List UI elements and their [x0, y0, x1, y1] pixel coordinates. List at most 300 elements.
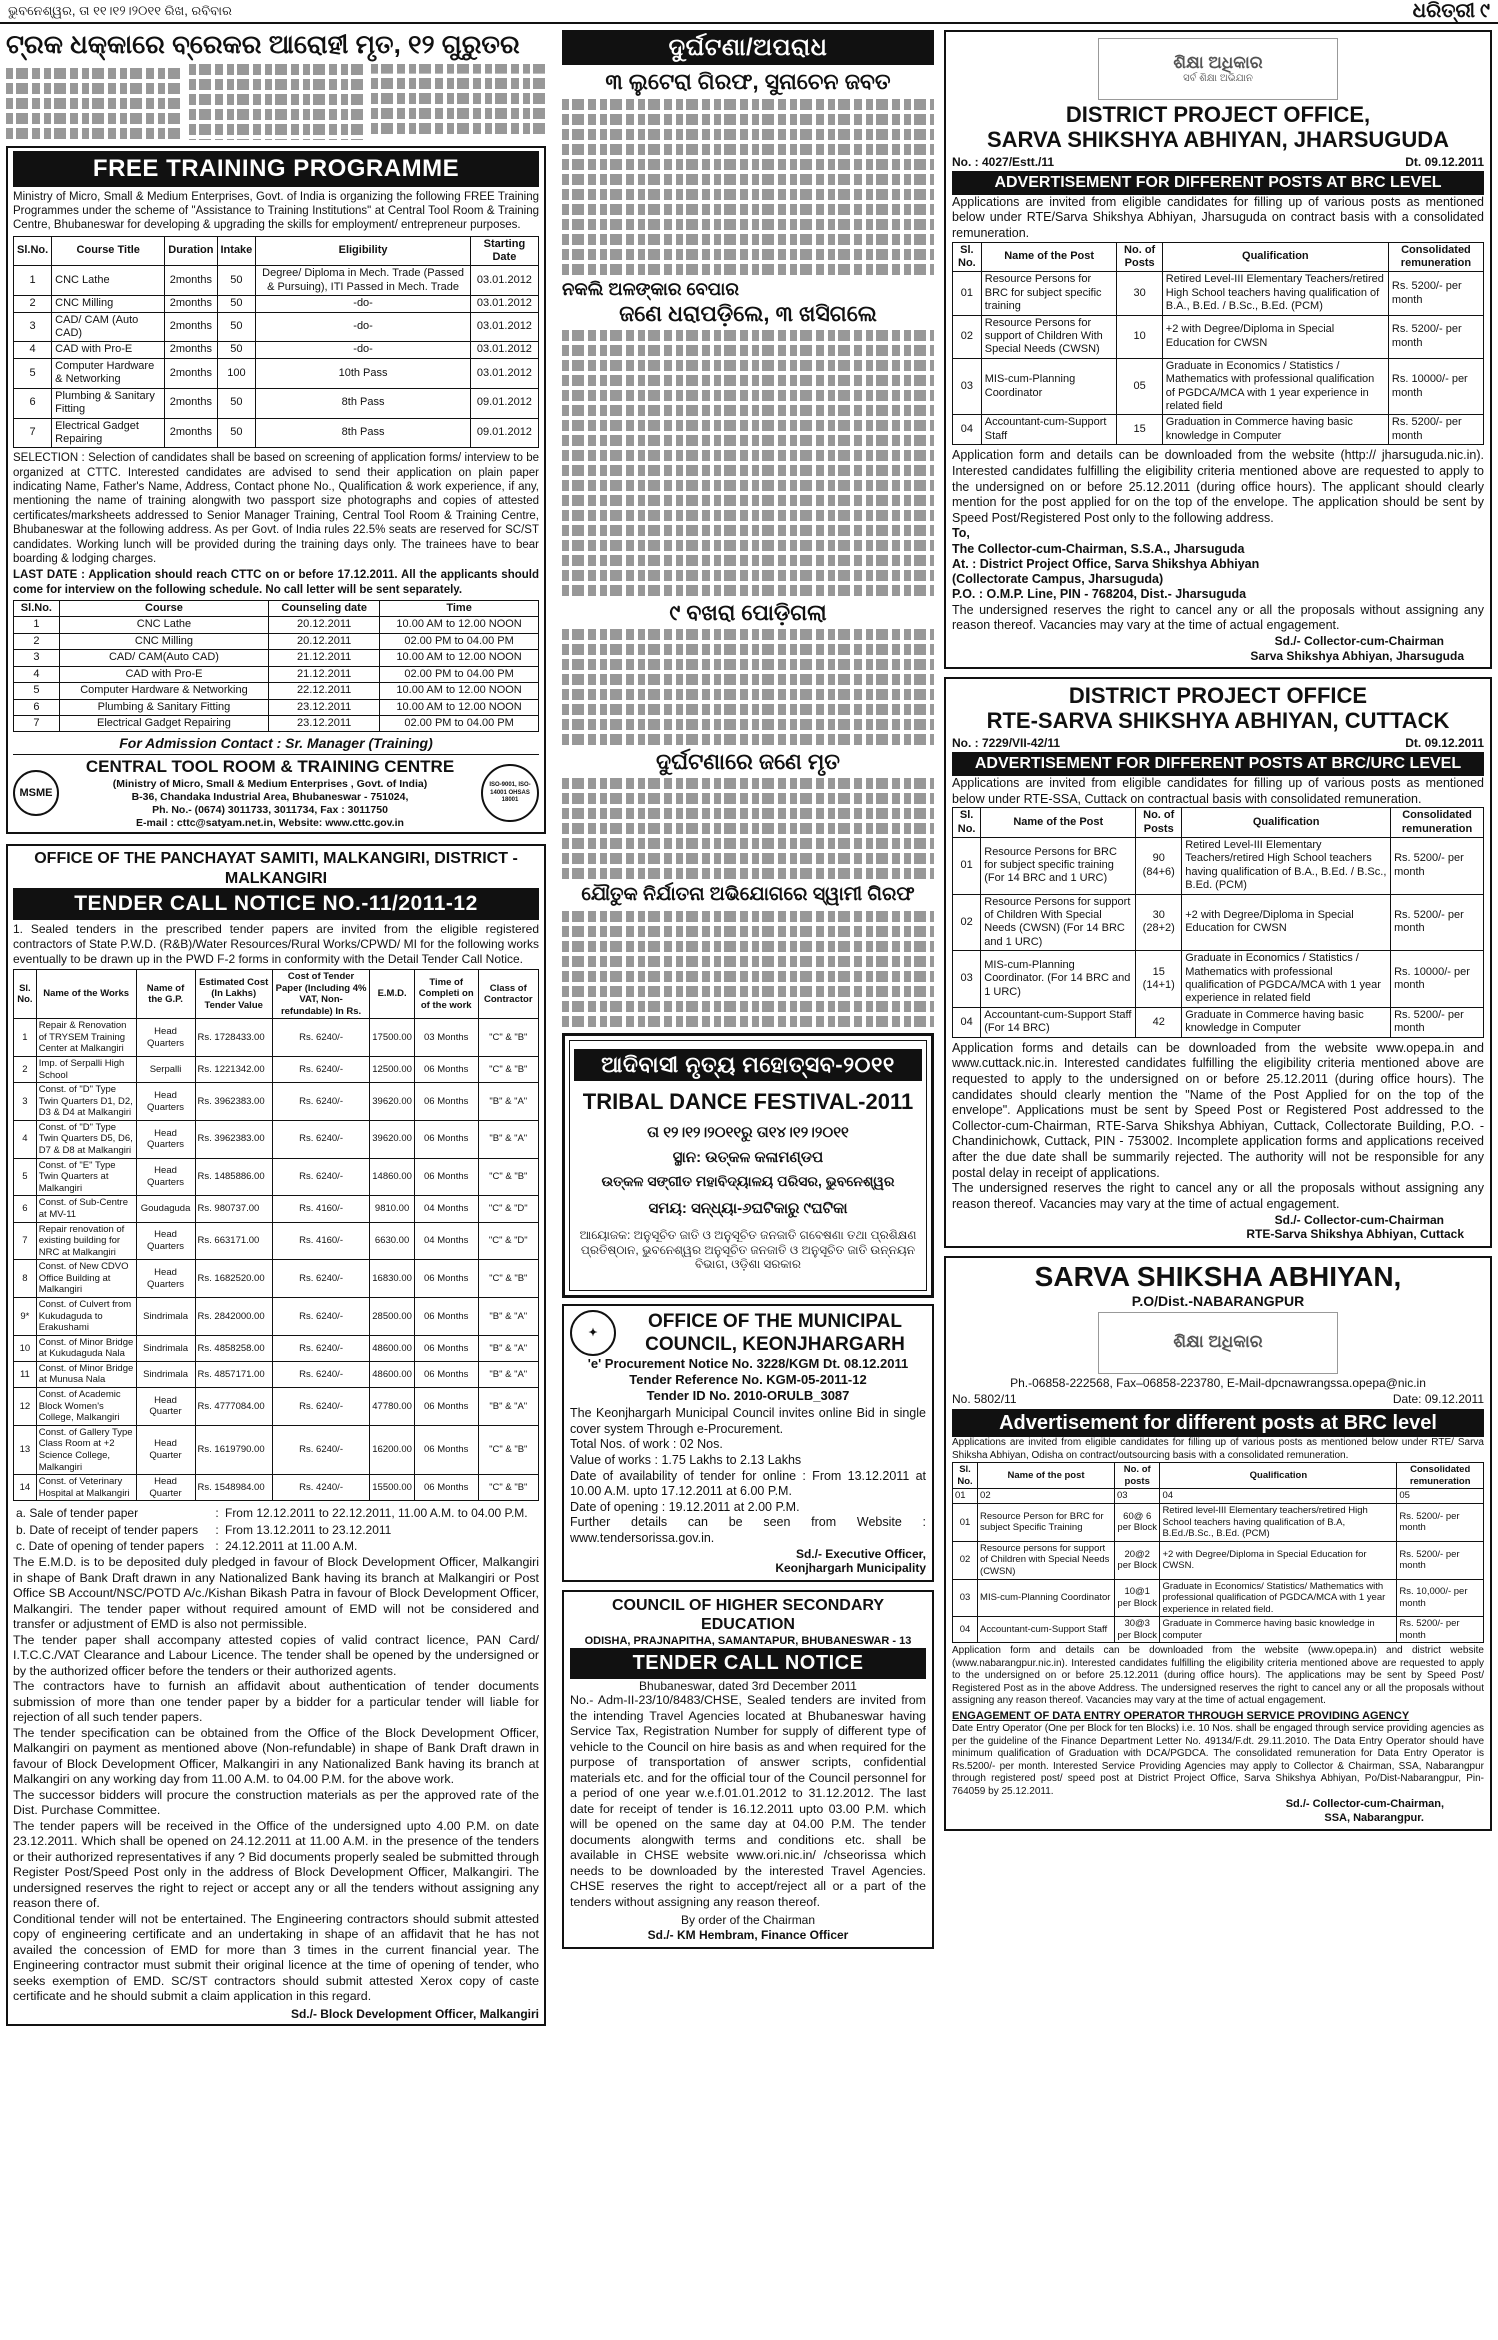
chse-title: COUNCIL OF HIGHER SECONDARY EDUCATION	[611, 1596, 884, 1634]
table-cell: Rs. 4777084.00	[195, 1388, 272, 1426]
tender-terms	[13, 1555, 539, 2005]
table-header: Consolidated remuneration	[1397, 1463, 1484, 1489]
story3-headline: ୯ ବଖରା ପୋଡ଼ିଗଲା	[669, 599, 827, 625]
table-row	[953, 1617, 1484, 1643]
table-cell: 50	[217, 388, 256, 418]
jharsuguda-address	[952, 542, 1484, 603]
table-cell: Const. of New CDVO Office Building at Malkangiri	[36, 1260, 136, 1298]
table-cell: Graduate in Commerce having basic knowledge in computer	[1160, 1617, 1397, 1643]
story3-body	[562, 629, 934, 745]
table-cell: 2	[14, 296, 52, 312]
table-cell: -do-	[256, 296, 471, 312]
story4-body	[562, 778, 934, 879]
table-cell: Rs. 6240/-	[272, 1057, 369, 1083]
table-cell: 10.00 AM to 12.00 NOON	[380, 683, 539, 699]
jharsuguda-no: No. : 4027/Estt./11	[952, 154, 1055, 169]
table-cell: Rs. 3962383.00	[195, 1120, 272, 1158]
story-accident	[562, 749, 934, 879]
cttc-addr: B-36, Chandaka Industrial Area, Bhubaneswar - 751024,	[131, 790, 409, 803]
table-cell: Graduate in Economics / Statistics / Mathematics with professional qualification of PGDCA/MCA with 1 year experience in related field	[1182, 951, 1391, 1008]
tender-paragraph: The tender specification can be obtained from the Office of the Block Development Officer, Malkangiri on payment as mentioned above (Non-refundable) in shape of Bank Draft drawn in favour of Block Development Officer, Malkangiri in any Nationalized Bank having its branch at Malkangiri on any working day from 11.00 A.M. to 04.00 P.M. for the above work.	[13, 1725, 539, 1787]
table-header: Name of the Post	[981, 808, 1136, 838]
table-cell: 15	[1117, 415, 1162, 445]
table-cell: Rs. 5200/- per month	[1388, 315, 1483, 358]
table-cell: 22.12.2011	[269, 683, 380, 699]
table-cell: Const. of Minor Bridge at Kukudaguda Nala	[36, 1335, 136, 1361]
table-row	[14, 1120, 539, 1158]
nabarangpur-no: No. 5802/11	[952, 1392, 1017, 1407]
table-cell: 05	[1117, 358, 1162, 415]
table-cell: Graduation in Commerce having basic knowledge in Computer	[1162, 415, 1388, 445]
keonjhar-item: Date of opening : 19.12.2011 at 2.00 P.M.	[570, 1499, 800, 1514]
table-row	[14, 715, 539, 731]
table-cell: Graduate in Economics / Statistics / Mathematics with professional qualification of PGDCA/MCA with 1 year experience in related field	[1162, 358, 1388, 415]
table-cell: "B" & "A"	[478, 1120, 538, 1158]
table-cell: 03 Months	[414, 1019, 478, 1057]
table-cell: 4	[14, 1120, 37, 1158]
table-cell: Resource Person for BRC for subject Specific Training	[978, 1504, 1115, 1542]
section-head: ଦୁର୍ଘଟଣା/ଅପରାଧ	[562, 30, 934, 65]
table-cell: Resource Persons for BRC for subject specific training (For 14 BRC and 1 URC)	[981, 837, 1136, 894]
keonjhar-items	[570, 1437, 926, 1546]
tender-paragraph: The tender paper shall accompany attested copies of valid contract licence, PAN Card/ I.T.C.C./VAT Clearance and Labour Licence. The tender shall be opened by the undersigned or by the authorized officer before the tenders or their authorized agents.	[13, 1632, 539, 1678]
table-cell: Plumbing & Sanitary Fitting	[59, 699, 268, 715]
table-cell: 03.01.2012	[470, 266, 538, 296]
table-cell: Rs. 5200/- per month	[1397, 1617, 1484, 1643]
table-row	[14, 633, 539, 649]
tender-dates	[13, 1505, 539, 1555]
table-cell: 10.00 AM to 12.00 NOON	[380, 650, 539, 666]
nabarangpur-subhead: ENGAGEMENT OF DATA ENTRY OPERATOR THROUGH SERVICE PROVIDING AGENCY	[952, 1709, 1410, 1722]
tender-date-cell: :	[215, 1522, 219, 1537]
column-number: 04	[1160, 1489, 1397, 1504]
table-cell: 02	[953, 1541, 978, 1579]
table-row	[14, 312, 539, 342]
table-cell: CAD with Pro-E	[52, 342, 165, 358]
table-cell: 2	[14, 633, 60, 649]
tender-date-cell: a. Sale of tender paper	[16, 1506, 139, 1521]
table-cell: 06 Months	[414, 1475, 478, 1501]
table-header: Name of the G.P.	[136, 969, 195, 1018]
table-header: Sl. No.	[14, 969, 37, 1018]
table-cell: 03.01.2012	[470, 358, 538, 388]
table-cell: Electrical Gadget Repairing	[52, 418, 165, 448]
table-row	[953, 272, 1484, 315]
table-cell: 8th Pass	[256, 418, 471, 448]
table-row	[14, 358, 539, 388]
table-header: Name of the Post	[981, 242, 1117, 272]
table-cell: 100	[217, 358, 256, 388]
festival-time: ସମୟ: ସନ୍ଧ୍ୟା-୬ଘଟିକାରୁ ୯ଘଟିକା	[648, 1199, 848, 1217]
table-header: Name of the Works	[36, 969, 136, 1018]
story-looters	[562, 69, 934, 274]
table-cell: 30@3 per Block	[1115, 1617, 1160, 1643]
table-header: Course	[59, 601, 268, 617]
table-cell: 20.12.2011	[269, 633, 380, 649]
cuttack-sig1: Sd./- Collector-cum-Chairman	[1274, 1212, 1444, 1227]
chse-signature: Sd./- KM Hembram, Finance Officer	[647, 1927, 849, 1942]
festival-organiser: ଆୟୋଜକ: ଅନୁସୂଚିତ ଜାତି ଓ ଅନୁସୂଚିତ ଜନଜାତି ଗବେଷଣା ତଥା ପ୍ରଶିକ୍ଷଣ ପ୍ରତିଷ୍ଠାନ, ଭୁବନେଶ୍ୱର ଅନୁସୂଚିତ ଜନଜାତି ଓ ଅନୁସୂଚିତ ଜାତି ଉନ୍ନୟନ ବିଭାଗ, ଓଡ଼ିଶା ସରକାର	[579, 1228, 917, 1272]
table-cell: 12500.00	[370, 1057, 415, 1083]
story2-headline: ଜଣେ ଧରାପଡ଼ିଲେ, ୩ ଖସିଗଲେ	[619, 300, 877, 326]
table-cell: "B" & "A"	[478, 1361, 538, 1387]
table-cell: Rs. 1682520.00	[195, 1260, 272, 1298]
festival-odia-title: ଆଦିବାସୀ ନୃତ୍ୟ ମହୋତ୍ସବ-୨୦୧୧	[574, 1049, 922, 1082]
table-cell: Repair renovation of existing building for NRC at Malkangiri	[36, 1222, 136, 1260]
table-cell: 8	[14, 1260, 37, 1298]
table-cell: 1	[14, 266, 52, 296]
jharsuguda-posts-table	[952, 242, 1484, 446]
table-cell: Resource Persons for support of Children With Special Needs (CWSN) (For 14 BRC and 1 URC)	[981, 894, 1136, 951]
table-cell: 20.12.2011	[269, 617, 380, 633]
table-header: Consolidated remuneration	[1388, 242, 1483, 272]
table-cell: 10th Pass	[256, 358, 471, 388]
jharsuguda-to: To,	[952, 526, 970, 541]
table-cell: "C" & "B"	[478, 1260, 538, 1298]
table-cell: 48600.00	[370, 1361, 415, 1387]
cuttack-posts-table	[952, 807, 1484, 1038]
table-cell: Head Quarter	[136, 1425, 195, 1474]
tender-signature: Sd./- Block Development Officer, Malkangiri	[290, 2006, 539, 2021]
festival-dates: ତା ୧୨।୧୨।୨୦୧୧ରୁ ତା୧୪।୧୨।୨୦୧୧	[647, 1124, 849, 1142]
table-cell: Head Quarters	[136, 1222, 195, 1260]
training-contact: For Admission Contact : Sr. Manager (Training)	[119, 735, 433, 752]
table-cell: Rs. 6240/-	[272, 1388, 369, 1426]
table-cell: Rs. 1728433.00	[195, 1019, 272, 1057]
table-row	[14, 296, 539, 312]
table-cell: 23.12.2011	[269, 699, 380, 715]
table-cell: Head Quarters	[136, 1158, 195, 1196]
story2-kicker: ନକଲି ଅଳଙ୍କାର ବେପାର	[562, 278, 740, 299]
table-cell: 6630.00	[370, 1222, 415, 1260]
table-row	[14, 1196, 539, 1222]
table-cell: 06 Months	[414, 1297, 478, 1335]
table-cell: Head Quarter	[136, 1388, 195, 1426]
training-last-date: LAST DATE : Application should reach CTTC on or before 17.12.2011. All the applicants should come for interview on the following schedule. No call letter will be sent separately.	[13, 569, 539, 596]
story5-headline: ଯୌତୁକ ନିର୍ଯାତନା ଅଭିଯୋଗରେ ସ୍ୱାମୀ ଗିରଫ	[581, 884, 915, 906]
table-cell: Degree/ Diploma in Mech. Trade (Passed & Pursuing), ITI Passed in Mech. Trade	[256, 266, 471, 296]
table-cell: 04	[953, 1007, 981, 1037]
chse-sub: ODISHA, PRAJNAPITHA, SAMANTAPUR, BHUBANESWAR - 13	[584, 1634, 912, 1647]
table-header: Eligibility	[256, 236, 471, 266]
tender-date-cell: From 12.12.2011 to 22.12.2011, 11.00 A.M. to 04.00 P.M.	[224, 1506, 528, 1521]
table-row	[14, 1475, 539, 1501]
table-cell: 42	[1136, 1007, 1182, 1037]
table-cell: Const. of Academic Block Women's College, Malkangiri	[36, 1388, 136, 1426]
story4-headline: ଦୁର୍ଘଟଣାରେ ଜଣେ ମୃତ	[655, 749, 840, 775]
tender-date-cell: c. Date of opening of tender papers	[16, 1539, 205, 1554]
table-cell: CNC Lathe	[52, 266, 165, 296]
table-cell: 50	[217, 296, 256, 312]
table-cell: Resource Persons for support of Children With Special Needs (CWSN)	[981, 315, 1117, 358]
table-cell: "C" & "D"	[478, 1222, 538, 1260]
table-cell: 06 Months	[414, 1083, 478, 1121]
table-cell: 6	[14, 1196, 37, 1222]
table-cell: Rs. 3962383.00	[195, 1083, 272, 1121]
table-cell: 2months	[165, 266, 217, 296]
table-cell: +2 with Degree/Diploma in Special Education for CWSN.	[1160, 1541, 1397, 1579]
table-cell: Retired Level-III Elementary Teachers/retired High School teachers having qualification of B.A., B.Ed. / B.Sc., B.Ed. (PCM)	[1182, 837, 1391, 894]
festival-venue: ସ୍ଥାନ: ଉତ୍କଳ କଳାମଣ୍ଡପ	[672, 1148, 824, 1166]
table-cell: 06 Months	[414, 1361, 478, 1387]
table-header: Counseling date	[269, 601, 380, 617]
jharsuguda-title2: SARVA SHIKSHYA ABHIYAN, JHARSUGUDA	[986, 127, 1450, 153]
table-cell: Rs. 6240/-	[272, 1083, 369, 1121]
column-middle	[562, 30, 934, 1957]
cuttack-reserve: The undersigned reserves the right to cancel any or all the proposals without assigning any reason thereof. Vacancies may vary at the time of actual engagement.	[952, 1181, 1484, 1211]
table-cell: Sindrimala	[136, 1335, 195, 1361]
jharsuguda-date: Dt. 09.12.2011	[1405, 154, 1484, 169]
table-header: Time of Completi on of the work	[414, 969, 478, 1018]
table-row	[953, 837, 1484, 894]
keonjhar-body: The Keonjhargarh Municipal Council invites online Bid in single cover system Through e-Procurement.	[570, 1406, 926, 1436]
free-training-ad	[6, 146, 546, 834]
table-cell: Goudaguda	[136, 1196, 195, 1222]
table-cell: 10.00 AM to 12.00 NOON	[380, 617, 539, 633]
table-cell: Head Quarter	[136, 1475, 195, 1501]
table-cell: 9810.00	[370, 1196, 415, 1222]
nabarangpur-posts-table	[952, 1462, 1484, 1643]
table-cell: 90 (84+6)	[1136, 837, 1182, 894]
table-cell: 20@2 per Block	[1115, 1541, 1160, 1579]
table-cell: 2months	[165, 342, 217, 358]
table-row	[14, 617, 539, 633]
table-cell: MIS-cum-Planning Coordinator. (For 14 BRC and 1 URC)	[981, 951, 1136, 1008]
table-cell: 10	[1117, 315, 1162, 358]
cuttack-bar: ADVERTISEMENT FOR DIFFERENT POSTS AT BRC/URC LEVEL	[952, 752, 1484, 776]
table-cell: "C" & "B"	[478, 1057, 538, 1083]
table-cell: 39620.00	[370, 1120, 415, 1158]
msme-logo: MSME	[13, 770, 59, 816]
table-cell: Rs. 6240/-	[272, 1158, 369, 1196]
table-header: Time	[380, 601, 539, 617]
cuttack-sig2: RTE-Sarva Shikshya Abhiyan, Cuttack	[1246, 1227, 1464, 1242]
story1-headline: ୩ ଲୁଟେରା ଗିରଫ, ସୁନାଚେନ ଜବତ	[605, 69, 891, 95]
malkangiri-tender	[6, 844, 546, 2026]
cuttack-body: Application forms and details can be downloaded from the website www.opepa.in and www.cuttack.nic.in. Interested candidates fulfilling the eligibility criteria mentioned above are requested to apply to the undersigned on or before 25.12.2011 (during office hours). The candidates should clearly mention the "Name of the Post Applied for on the top of the envelope". Applications must be sent by Speed Post or Registered Post addressed to the Collector-cum-Chairman, RTE-Sarva Shikshya Abhiyan, Cuttack, Collectorate Building, P.O. - Chandinichowk, Cuttack, PIN - 753002. Incomplete application forms and applications received after the due date shall be summarily rejected. The authority will not be responsible for any postal delay in receipt of applications.	[952, 1040, 1484, 1180]
table-cell: 2months	[165, 388, 217, 418]
table-cell: 6	[14, 388, 52, 418]
cuttack-intro: Applications are invited from eligible candidates for filling up of various posts as mentioned below under RTE-SSA, Cuttack on contractual basis with consolidated remuneration.	[952, 775, 1484, 806]
table-header: No. of posts	[1115, 1463, 1160, 1489]
table-row	[14, 418, 539, 448]
table-cell: Accountant-cum-Support Staff	[981, 415, 1117, 445]
cttc-name: CENTRAL TOOL ROOM & TRAINING CENTRE	[85, 757, 455, 777]
table-cell: 1	[14, 617, 60, 633]
table-cell: 2	[14, 1057, 37, 1083]
table-cell: Retired level-III Elementary teachers/retired High School teachers having qualification of B.A, B.Ed./B.Sc., B.Ed. (PCM)	[1160, 1504, 1397, 1542]
story1-body	[562, 99, 934, 275]
tender-office: OFFICE OF THE PANCHAYAT SAMITI, MALKANGIRI, DISTRICT - MALKANGIRI	[34, 850, 518, 887]
table-cell: 50	[217, 266, 256, 296]
table-row	[14, 1057, 539, 1083]
table-cell: Graduate in Commerce having basic knowledge in Computer	[1182, 1007, 1391, 1037]
table-cell: Head Quarters	[136, 1260, 195, 1298]
table-cell: 7	[14, 418, 52, 448]
tender-date-cell: From 13.12.2011 to 23.12.2011	[224, 1522, 392, 1537]
table-cell: 03.01.2012	[470, 296, 538, 312]
ssa-logo-2	[1098, 1312, 1338, 1374]
table-cell: 2months	[165, 312, 217, 342]
table-cell: 04	[953, 415, 982, 445]
training-title: FREE TRAINING PROGRAMME	[13, 151, 539, 186]
table-cell: Rs. 6240/-	[272, 1425, 369, 1474]
table-row	[953, 894, 1484, 951]
jharsuguda-sig1: Sd./- Collector-cum-Chairman	[1274, 633, 1444, 648]
table-cell: 09.01.2012	[470, 388, 538, 418]
table-cell: Rs. 6240/-	[272, 1361, 369, 1387]
training-intro: Ministry of Micro, Small & Medium Enterprises, Govt. of India is organizing the following FREE Training Programmes under the scheme of "Assistance to Training Institutions" at Central Tool Room & Training Centre, Bhubaneswar for developing & upgrading the skills for employment/ entrepreneur purposes.	[13, 190, 539, 232]
table-cell: Rs. 4160/-	[272, 1196, 369, 1222]
table-cell: 01	[953, 272, 982, 315]
table-cell: 02	[953, 315, 982, 358]
address-line: (Collectorate Campus, Jharsuguda)	[952, 572, 1164, 587]
table-cell: 21.12.2011	[269, 650, 380, 666]
table-header: Cost of Tender Paper (Including 4% VAT, Non-refundable) In Rs.	[272, 969, 369, 1018]
cttc-email: E-mail : cttc@satyam.net.in, Website: www.cttc.gov.in	[136, 816, 404, 829]
keonjhar-item: Value of works : 1.75 Lakhs to 2.13 Lakhs	[570, 1452, 802, 1467]
address-line: At. : District Project Office, Sarva Shikshya Abhiyan	[952, 556, 1260, 571]
table-cell: Imp. of Serpalli High School	[36, 1057, 136, 1083]
table-cell: 04 Months	[414, 1222, 478, 1260]
cuttack-title2: RTE-SARVA SHIKSHYA ABHIYAN, CUTTACK	[986, 708, 1450, 734]
table-cell: Const. of Minor Bridge at Munusa Nala	[36, 1361, 136, 1387]
table-cell: MIS-cum-Planning Coordinator	[978, 1579, 1115, 1617]
tender-date-row	[13, 1538, 539, 1555]
cttc-footer	[13, 754, 539, 829]
table-cell: Plumbing & Sanitary Fitting	[52, 388, 165, 418]
table-cell: 04 Months	[414, 1196, 478, 1222]
table-cell: 39620.00	[370, 1083, 415, 1121]
top-story-body	[6, 64, 546, 140]
table-cell: Const. of Culvert from Kukudaguda to Erakushami	[36, 1297, 136, 1335]
cuttack-title1: DISTRICT PROJECT OFFICE	[1068, 683, 1368, 709]
table-cell: Rs. 6240/-	[272, 1120, 369, 1158]
tender-paragraph: The tender papers will be received in the Office of the undersigned upto 4.00 P.M. on date 23.12.2011. Which shall be opened on 24.12.2011 at 11.00 A.M. in the presence of the tenders or their authorized representatives if any ? Bid documents properly sealed be submitted through Register Post/Speed Post only in the address of Block Development Officer, Malkangiri. The undersigned reserves the right to reject or accept any or all the tenders without assigning any reason there of.	[13, 1818, 539, 1911]
tender-works-table	[13, 969, 539, 1501]
table-cell: 06 Months	[414, 1057, 478, 1083]
table-row	[953, 1541, 1484, 1579]
table-cell: Rs. 6240/-	[272, 1019, 369, 1057]
table-row	[14, 666, 539, 682]
table-cell: CNC Milling	[59, 633, 268, 649]
table-cell: "C" & "B"	[478, 1158, 538, 1196]
table-row	[14, 342, 539, 358]
table-cell: Rs. 10000/- per month	[1388, 358, 1483, 415]
table-cell: "C" & "B"	[478, 1475, 538, 1501]
table-cell: 09.01.2012	[470, 418, 538, 448]
table-cell: 7	[14, 715, 60, 731]
table-cell: 50	[217, 312, 256, 342]
table-cell: Head Quarters	[136, 1019, 195, 1057]
nabarangpur-subbody: Date Entry Operator (One per Block for ten Blocks) i.e. 10 Nos. shall be engaged through service providing agencies as per the guideline of the Finance Department Letter No. 49134/F.dt. 29.11.2010. The Data Entry Operator should have minimum qualification of Graduation with DCA/PGDCA. The consolidated remuneration for Data Entry Operator is Rs.5200/- per month. Interested Service Providing Agencies may apply to Collector & Chairman, SSA, Nabarangpur through registered post/ speed post at District Project Office, Sarva Shikshya Abhiyan, Po/Dist-Nabarangpur, Pin-764059 by 25.12.2011.	[952, 1723, 1484, 1797]
tender-paragraph: The contractors have to furnish an affidavit about authentication of tender documents submission of more than one tender paper by a bidder for a particular tender will liable for rejection of all such tender papers.	[13, 1679, 539, 1725]
table-cell: Rs. 5200/- per month	[1391, 894, 1484, 951]
tender-paragraph: Conditional tender will not be entertained. The Engineering contractors should submit attested copy of engineering certificate and an undertaking in shape of an affidavit that he has not availed the concession of EMD for more than 3 times in the current financial year. The Engineering contractor must submit their original licence at the time of opening of tender, who seeks exemption of EMD. SC/ST contractors should submit attested Xerox copy of caste certificate and he should submit a claim application in this regard.	[13, 1911, 539, 2004]
table-cell: 06 Months	[414, 1388, 478, 1426]
table-row	[953, 1007, 1484, 1037]
jharsuguda-reserve: The undersigned reserves the right to cancel any or all the proposals without assigning any reason thereof. Vacancies may vary at the time of actual engagement.	[952, 602, 1484, 633]
table-cell: 47780.00	[370, 1388, 415, 1426]
table-cell: Rs. 4240/-	[272, 1475, 369, 1501]
table-cell: Rs. 4160/-	[272, 1222, 369, 1260]
table-cell: Rs. 1221342.00	[195, 1057, 272, 1083]
table-cell: 28500.00	[370, 1297, 415, 1335]
table-cell: CNC Milling	[52, 296, 165, 312]
training-selection: SELECTION : Selection of candidates shall be based on screening of application forms/ interview to be organized at CTTC. Interested candidates are advised to send their application on plain paper indicating Name, Father's Name, Address, Contact phone No., Qualification & work experience, if any, mentioning the name of training alongwith two passport size photographs and copies of attested certificates/marksheets addressed to Senior Manager Training, Central Tool Room & Training Centre, Bhubaneswar at the following address. As per Govt. of India rules 22.5% seats are reserved for SC/ST candidates. Working lunch will be provided during the training days only. The trainees have to bear boarding & lodging charges.	[13, 452, 539, 565]
table-cell: Const. of Veterinary Hospital at Malkangiri	[36, 1475, 136, 1501]
column-number: 05	[1397, 1489, 1484, 1504]
table-header: Qualification	[1182, 808, 1391, 838]
table-row	[14, 1019, 539, 1057]
table-row	[14, 388, 539, 418]
jharsuguda-bar: ADVERTISEMENT FOR DIFFERENT POSTS AT BRC LEVEL	[952, 171, 1484, 195]
table-cell: 1	[14, 1019, 37, 1057]
table-cell: Rs. 5200/- per month	[1397, 1504, 1484, 1542]
table-cell: "C" & "B"	[478, 1425, 538, 1474]
tender-date-row	[13, 1505, 539, 1522]
nabarangpur-body: Application form and details can be downloaded from the website (www.opepa.in) and district website (www.nabarangpur.nic.in). Interested candidates fulfilling the eligibility criteria mentioned above are requested to apply to the undersigned on or before 25.12.2011 (during office hours). The applications may be sent by Speed Post/ Registered Post as in the above Address. The undersigned reserves the right to cancel any or all the proposals without assigning any reason thereof. Vacancies may vary at the time of actual engagement.	[952, 1645, 1484, 1707]
table-cell: 13	[14, 1425, 37, 1474]
table-cell: Computer Hardware & Networking	[52, 358, 165, 388]
masthead-date: ଭୁବନେଶ୍ୱର, ତା ୧୧।୧୨।୨୦୧୧ ରିଖ, ରବିବାର	[8, 3, 232, 19]
table-header: Duration	[165, 236, 217, 266]
table-cell: Rs. 663171.00	[195, 1222, 272, 1260]
table-cell: 03	[953, 1579, 978, 1617]
table-header: Class of Contractor	[478, 969, 538, 1018]
story-dowry	[562, 883, 934, 1026]
table-cell: 30 (28+2)	[1136, 894, 1182, 951]
table-cell: Resource Persons for BRC for subject specific training	[981, 272, 1117, 315]
table-cell: Rs. 980737.00	[195, 1196, 272, 1222]
table-cell: Const. of "E" Type Twin Quarters at Malkangiri	[36, 1158, 136, 1196]
table-cell: 06 Months	[414, 1120, 478, 1158]
table-cell: 60@ 6 per Block	[1115, 1504, 1160, 1542]
table-cell: 8th Pass	[256, 388, 471, 418]
table-header: E.M.D.	[370, 969, 415, 1018]
table-cell: 02.00 PM to 04.00 PM	[380, 633, 539, 649]
table-header: Sl.No.	[14, 601, 60, 617]
table-header: Consolidated remuneration	[1391, 808, 1484, 838]
table-row	[14, 699, 539, 715]
table-cell: 10	[14, 1335, 37, 1361]
column-left	[6, 30, 546, 2034]
table-cell: MIS-cum-Planning Coordinator	[981, 358, 1117, 415]
table-cell: Rs. 6240/-	[272, 1297, 369, 1335]
table-cell: 5	[14, 358, 52, 388]
story-fake-jewellery	[562, 279, 934, 596]
table-cell: 50	[217, 342, 256, 358]
nabarangpur-sig1: Sd./- Collector-cum-Chairman,	[1285, 1798, 1444, 1811]
table-cell: Computer Hardware & Networking	[59, 683, 268, 699]
table-cell: "B" & "A"	[478, 1297, 538, 1335]
nabarangpur-sub: P.O/Dist.-NABARANGPUR	[1131, 1292, 1305, 1309]
keonjhar-sig1: Sd./- Executive Officer,	[795, 1546, 926, 1561]
table-cell: Rs. 1548984.00	[195, 1475, 272, 1501]
table-cell: 02	[953, 894, 981, 951]
ssa-logo-text: ଶିକ୍ଷା ଅଧିକାର	[1173, 52, 1263, 72]
ssa-logo	[1098, 38, 1338, 100]
keonjhar-item: Date of availability of tender for online : From 13.12.2011 at 10.00 A.M. upto 17.12.2011 at 6.00 P.M.	[570, 1468, 926, 1499]
table-cell: Rs. 10000/- per month	[1391, 951, 1484, 1008]
table-row	[14, 1388, 539, 1426]
table-cell: 5	[14, 683, 60, 699]
table-cell: Repair & Renovation of TRYSEM Training Center at Malkangiri	[36, 1019, 136, 1057]
table-cell: 16200.00	[370, 1425, 415, 1474]
table-cell: 03	[953, 951, 981, 1008]
table-header: Intake	[217, 236, 256, 266]
festival-title: TRIBAL DANCE FESTIVAL-2011	[582, 1089, 914, 1115]
